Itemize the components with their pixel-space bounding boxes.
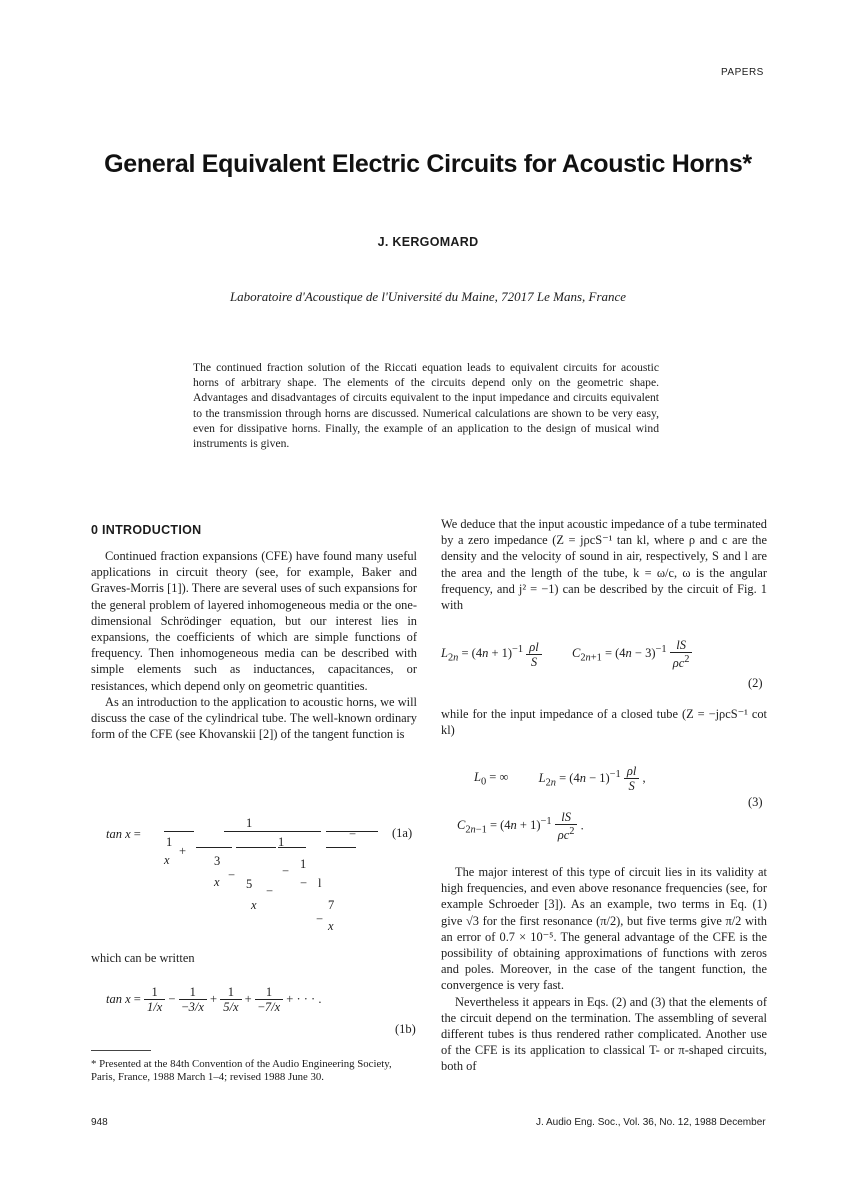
right-column-text-3 — [441, 864, 767, 1075]
right-paragraph-3: The major interest of this type of circuit lies in its validity at high frequencies, and even above resonance frequencies (see, for example Schroeder [3]). As an example, two terms in Eq. (1) give √3 for the first resonance (π/2), but five terms give π/2 with an error of 0.7 × 10⁻⁵. The general advantage of the CFE is the possibility of obtaining approximations of functions with zeros and poles. Moreover, in the case of the tangent function, the convergence is very fast. — [441, 865, 767, 993]
left-column-text — [91, 548, 417, 742]
right-paragraph-4: Nevertheless it appears in Eqs. (2) and (3) that the elements of the circuit depend on the termination. The assembling of several different tubes is thus rendered rather complicated. Another use of the CFE is its application to classical T- or π-shaped circuits, both of — [441, 994, 767, 1074]
journal-citation: J. Audio Eng. Soc., Vol. 36, No. 12, 1988 December — [536, 1117, 766, 1128]
equation-1a-number: (1a) — [392, 826, 413, 840]
page-number: 948 — [91, 1117, 108, 1128]
equation-3-line-2: $C_{2n-1} = (4n + 1)^{-1}$ $\frac{lS}{\rho c^2}$ . — [457, 810, 584, 843]
intro-paragraph-2: As an introduction to the application to acoustic horns, we will discuss the case of the cylindrical tube. The well-known ordinary form of the CFE (see Khovanskii [2]) of the tangent function is — [91, 694, 417, 742]
footnote-rule — [91, 1050, 151, 1051]
affiliation: Laboratoire d'Acoustique de l'Université du Maine, 72017 Le Mans, France — [229, 289, 627, 304]
intro-paragraph-1: Continued fraction expansions (CFE) have found many useful applications in circuit theory (see, for example, Baker and Graves-Morris [1]). There are several uses of such expansions for the general problem of layered inhomogeneous media or the one-dimensional Schrödinger equation, but our interest lies in expansions, the coefficients of which are simple functions of frequency. Then inhomogeneous media can be described with simple elements such as inductances, capacitances, or resistances, which depend only on geometric quantities. — [91, 549, 417, 693]
author: J. KERGOMARD — [377, 235, 479, 249]
abstract: The continued fraction solution of the Riccati equation leads to equivalent circuits for acoustic horns of arbitrary shape. The elements of the circuits depend only on the geometric shape. Advantages and disadvantages of circuits equivalent to the input impedance and circuits equivalent to the transmission through horns are discussed. Numerical calculations are shown to be very easy, even for dissipative horns. Finally, the example of an application to the design of musical wind instruments is given. — [193, 361, 659, 451]
paper-title: General Equivalent Electric Circuits for Acoustic Horns* — [104, 150, 752, 178]
section-label: PAPERS — [721, 67, 764, 78]
equation-1b: tan x = $\frac{1}{1/x}$ − $\frac{1}{-3/x}$ + $\frac{1}{5/x}$ + $\frac{1}{-7/x}$ + · · · . — [106, 985, 322, 1014]
equation-3-line-1: $L_0$ = ∞ $L_{2n} = (4n - 1)^{-1}$ $\frac{\rho l}{S}$ , — [474, 764, 646, 793]
right-paragraph-2: while for the input impedance of a closed tube (Z = −jρcS⁻¹ cot kl) — [441, 707, 767, 738]
equation-1a: tan x = 1 x + 3 x − 1 5 x − 1 1 − − l 7 − x − — [106, 822, 416, 942]
right-column-text-1 — [441, 516, 767, 613]
right-column-text-2 — [441, 706, 767, 738]
intro-paragraph-3: which can be written — [91, 951, 195, 965]
right-paragraph-1: We deduce that the input acoustic impedance of a tube terminated by a zero impedance (Z = jρcS⁻¹ tan kl, where ρ and c are the density and the velocity of sound in air, respectively, S and l are the area and the length of the tube, k = ω/c, ω is the angular frequency, and j² = −1) can be described by the circuit of Fig. 1 with — [441, 517, 767, 613]
section-heading-introduction: 0 INTRODUCTION — [91, 523, 202, 537]
left-column-text-2 — [91, 950, 417, 966]
fraction-bar — [164, 831, 194, 832]
equation-1b-number: (1b) — [395, 1022, 416, 1036]
equation-3-number: (3) — [748, 795, 763, 809]
equation-2-number: (2) — [748, 676, 763, 690]
equation-2: $L_{2n} = (4n + 1)^{-1}$ $\frac{\rho l}{S}$ $C_{2n+1} = (4n - 3)^{-1}$ $\frac{lS}{\rho c^2}$ — [441, 638, 767, 670]
footnote: * Presented at the 84th Convention of the Audio Engineering Society, Paris, France, 1988 March 1–4; revised 1988 June 30. — [91, 1058, 392, 1083]
